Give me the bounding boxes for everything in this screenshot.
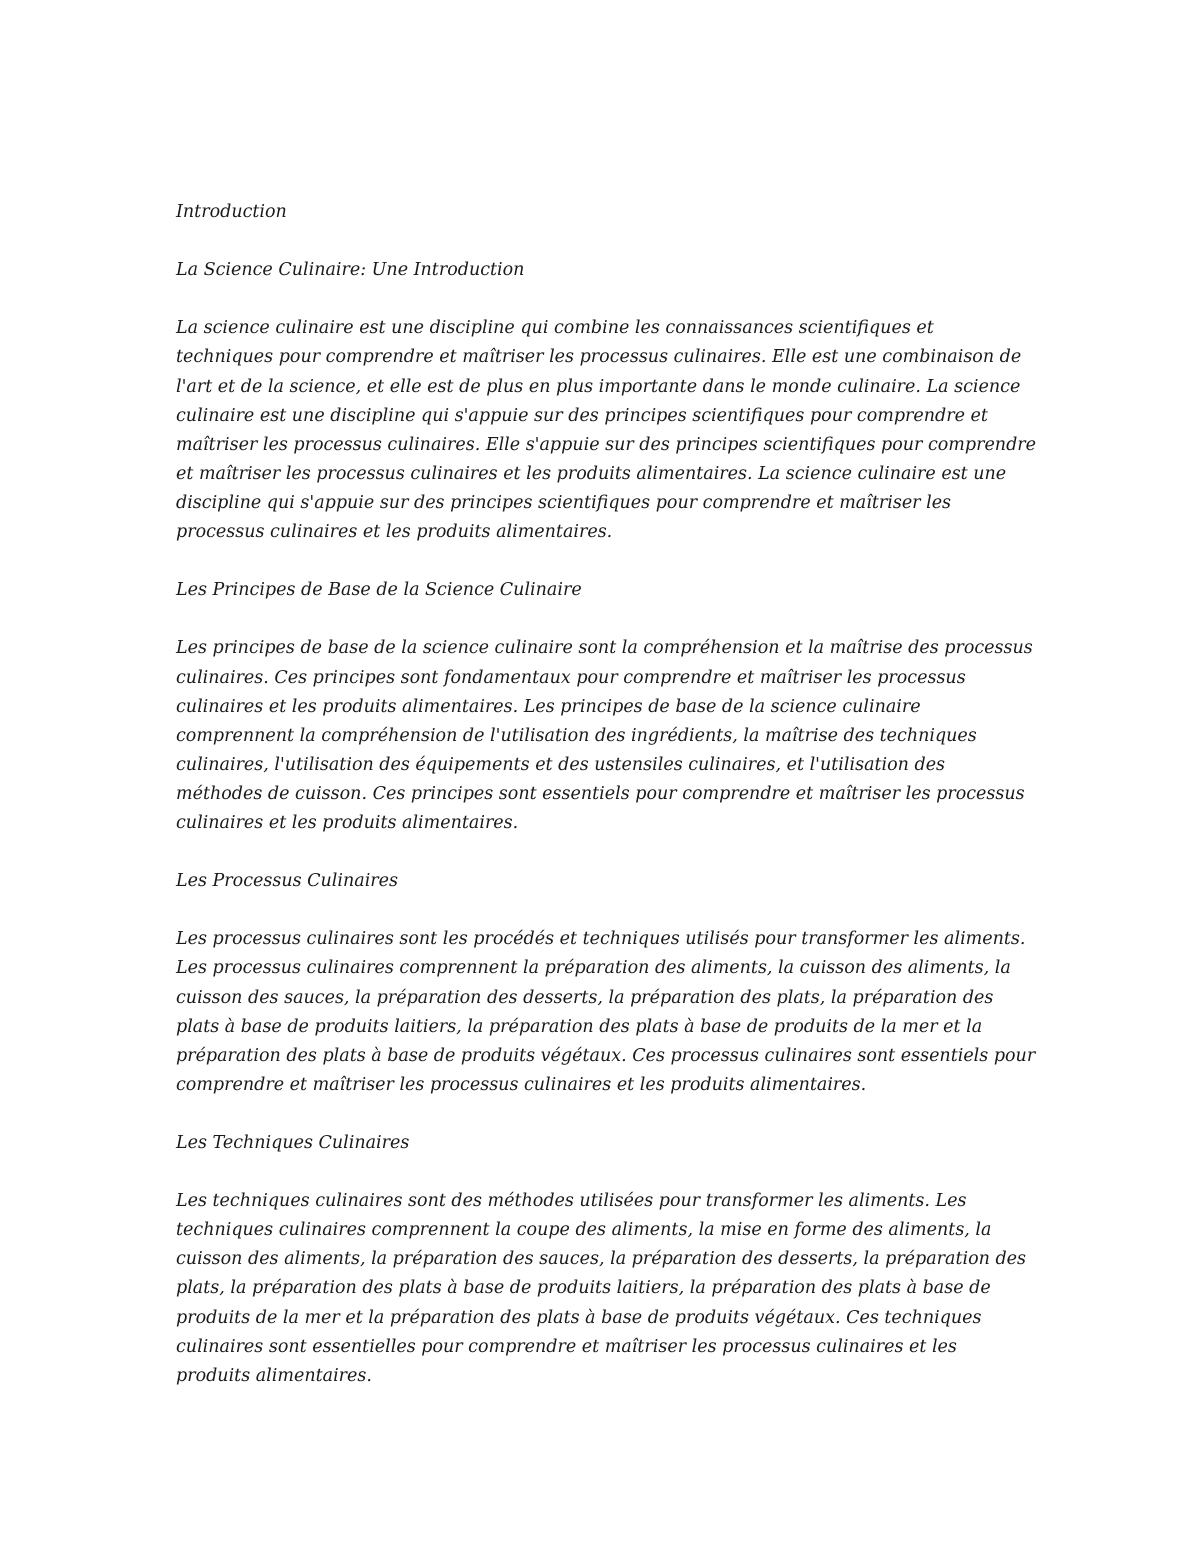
intro-paragraph: La science culinaire est une discipline qui combine les connaissances scientifiques et techniques pour comprendre et maîtriser les processus culinaires. Elle est une combinaison de l'art et de la science, et elle est de plus en plus importante dans le monde culinaire. La science culinaire est une discipline qui s'appuie sur des principes scientifiques pour comprendre et maîtriser les processus culinaires. Elle s'appuie sur des principes scientifiques pour comprendre et maîtriser les processus culinaires et les produits alimentaires. La science culinaire est une discipline qui s'appuie sur des principes scientifiques pour comprendre et maîtriser les processus culinaires et les produits alimentaires.: [176, 318, 1037, 543]
section-body-principes: Les principes de base de la science culinaire sont la compréhension et la maîtrise des processus culinaires. Ces principes sont fondamentaux pour comprendre et maîtriser les processus culinaires et les produits alimentaires. Les principes de base de la science culinaire comprennent la compréhension de l'utilisation des ingrédients, la maîtrise des techniques culinaires, l'utilisation des équipements et des ustensiles culinaires, et l'utilisation des méthodes de cuisson. Ces principes sont essentiels pour comprendre et maîtriser les processus culinaires et les produits alimentaires.: [176, 638, 1033, 833]
document-subtitle: La Science Culinaire: Une Introduction: [176, 260, 525, 281]
section-body-techniques: Les techniques culinaires sont des méthodes utilisées pour transformer les aliments. Les techniques culinaires comprennent la coupe des aliments, la mise en forme des aliments, la cuisson des aliments, la préparation des sauces, la préparation des desserts, la préparation des plats, la préparation des plats à base de produits laitiers, la préparation des plats à base de produits de la mer et la préparation des plats à base de produits végétaux. Ces techniques culinaires sont essentielles pour comprendre et maîtriser les processus culinaires et les produits alimentaires.: [176, 1191, 1027, 1386]
section-heading-techniques: Les Techniques Culinaires: [176, 1133, 410, 1153]
section-heading-principes: Les Principes de Base de la Science Culinaire: [176, 580, 582, 601]
document-page: [176, 198, 1036, 1391]
section-heading-processus: Les Processus Culinaires: [176, 871, 398, 892]
document-title: Introduction: [176, 202, 287, 222]
section-body-processus: Les processus culinaires sont les procédés et techniques utilisés pour transformer les aliments. Les processus culinaires comprennent la préparation des aliments, la cuisson des aliments, la cuisson des sauces, la préparation des desserts, la préparation des plats, la préparation des plats à base de produits laitiers, la préparation des plats à base de produits de la mer et la préparation des plats à base de produits végétaux. Ces processus culinaires sont essentiels pour comprendre et maîtriser les processus culinaires et les produits alimentaires.: [176, 929, 1036, 1095]
